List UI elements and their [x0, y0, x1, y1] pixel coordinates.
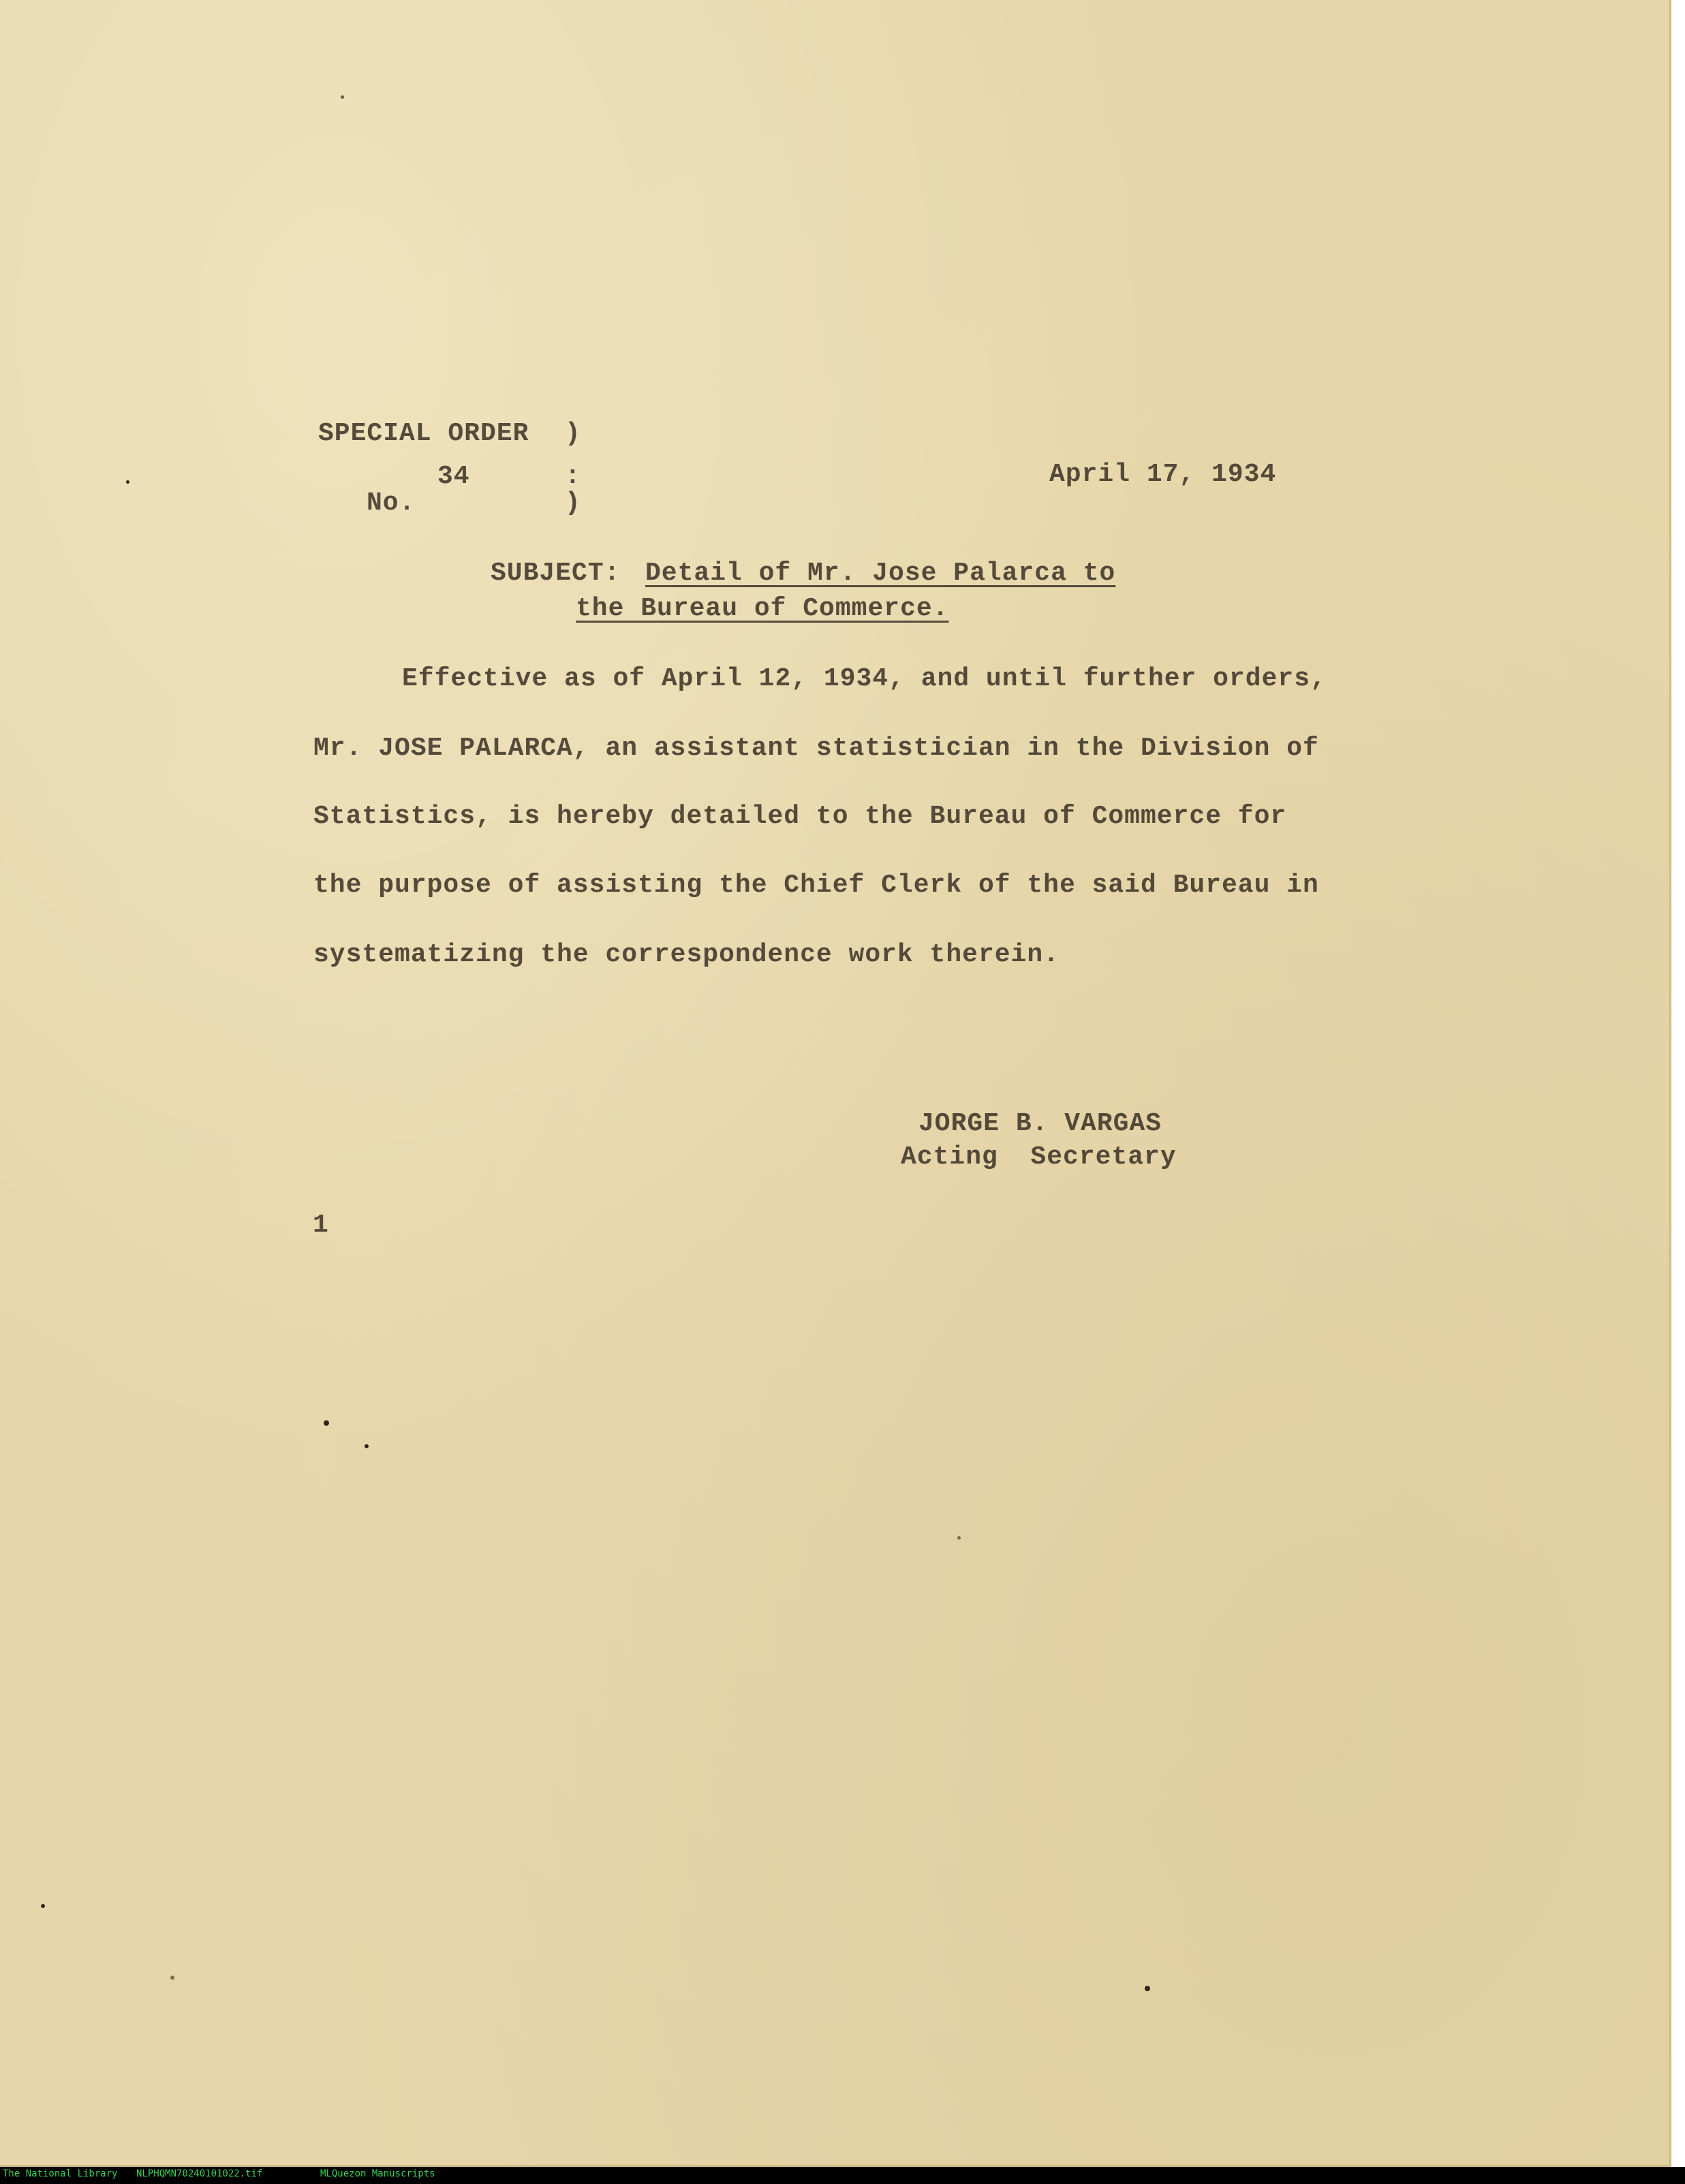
signatory-name: JORGE B. VARGAS — [918, 1109, 1162, 1138]
paper-speck — [170, 1976, 174, 1980]
paper-speck — [126, 480, 129, 484]
page-marker: 1 — [313, 1211, 329, 1240]
order-no-label: No. — [367, 488, 416, 518]
order-bracket-top: ) — [565, 419, 581, 448]
special-order-label: SPECIAL ORDER — [318, 419, 529, 448]
body-line-3: Statistics, is hereby detailed to the Bureau of Commerce for — [313, 802, 1287, 831]
subject-line-2: the Bureau of Commerce. — [576, 594, 949, 623]
body-line-1: Effective as of April 12, 1934, and until further orders, — [402, 664, 1327, 693]
paper-speck — [41, 1904, 45, 1908]
paper-speck — [365, 1444, 369, 1448]
subject-label: SUBJECT: — [491, 559, 621, 588]
order-bracket-bot: ) — [565, 488, 581, 518]
archive-footer — [0, 2167, 1685, 2184]
order-bracket-mid: : — [565, 462, 581, 491]
paper-speck — [341, 95, 344, 99]
paper-speck — [324, 1420, 329, 1426]
body-line-4: the purpose of assisting the Chief Clerk of the said Bureau in — [313, 871, 1319, 900]
footer-collection: MLQuezon Manuscripts — [320, 2168, 435, 2179]
subject-line-1: Detail of Mr. Jose Palarca to — [645, 559, 1116, 588]
body-line-2: Mr. JOSE PALARCA, an assistant statistician in the Division of — [313, 734, 1319, 763]
body-line-5: systematizing the correspondence work therein. — [313, 940, 1060, 969]
order-number: 34 — [437, 462, 470, 491]
paper-speck — [957, 1536, 961, 1540]
order-date: April 17, 1934 — [1049, 460, 1277, 489]
signatory-title: Acting Secretary — [901, 1142, 1177, 1172]
footer-library: The National Library — [3, 2168, 118, 2179]
paper-speck — [1145, 1986, 1150, 1991]
footer-file: NLPHQMN70240101022.tif — [136, 2168, 263, 2179]
